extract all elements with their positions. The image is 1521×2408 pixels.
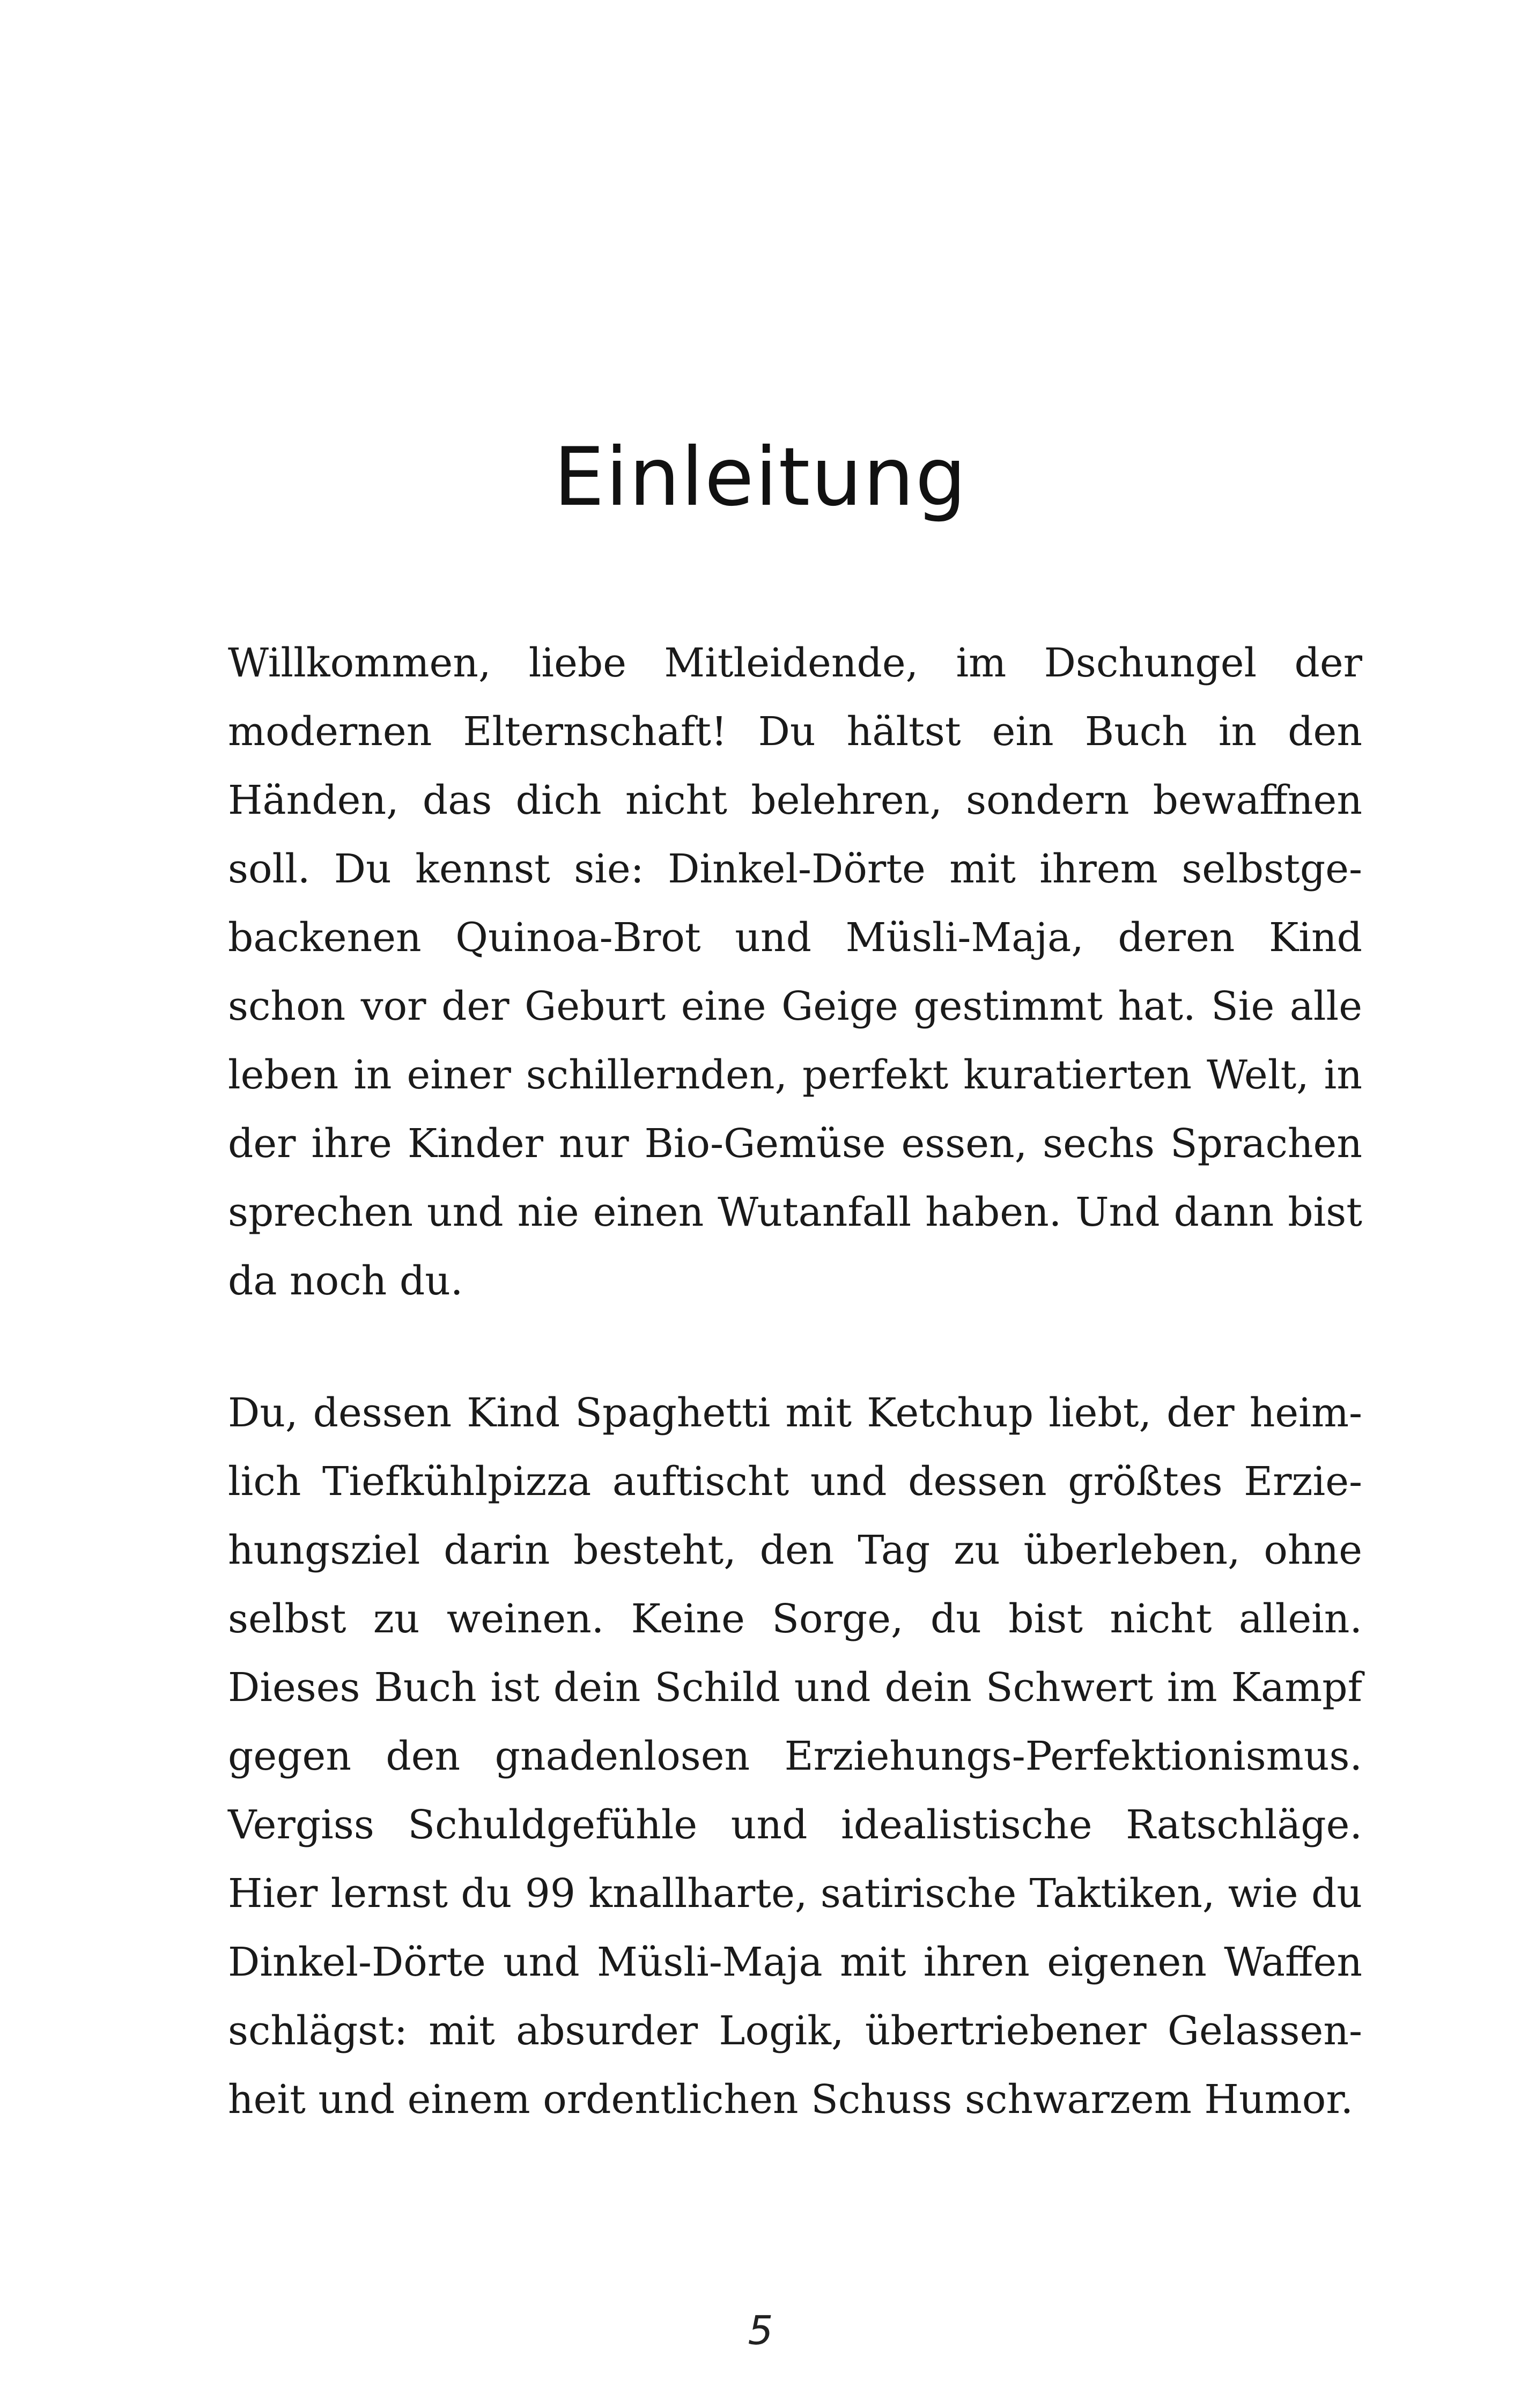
text-line: Hier lernst du 99 knallharte, satirische Taktiken, wie du — [228, 1871, 1362, 1917]
text-line: soll. Du kennst sie: Dinkel-Dörte mit ihrem selbstge- — [228, 846, 1362, 892]
text-line: sprechen und nie einen Wutanfall haben. Und dann bist — [228, 1189, 1362, 1235]
text-line: lich Tiefkühlpizza auftischt und dessen größtes Erzie- — [228, 1459, 1362, 1505]
text-line: modernen Elternschaft! Du hältst ein Buch in den — [228, 709, 1362, 755]
text-line: Vergiss Schuldgefühle und idealistische Ratschläge. — [228, 1802, 1362, 1848]
text-line: Dinkel-Dörte und Müsli-Maja mit ihren eigenen Waffen — [228, 1939, 1362, 1985]
text-line: da noch du. — [228, 1258, 463, 1304]
paragraph-1 — [228, 629, 1362, 1315]
text-line: heit und einem ordentlichen Schuss schwarzem Humor. — [228, 2076, 1354, 2123]
text-line: schlägst: mit absurder Logik, übertriebener Gelassen- — [228, 2008, 1362, 2054]
paragraph-2 — [228, 1379, 1362, 2134]
page-number: 5 — [748, 2308, 773, 2354]
text-line: schon vor der Geburt eine Geige gestimmt hat. Sie alle — [228, 983, 1362, 1029]
text-line: gegen den gnadenlosen Erziehungs-Perfektionismus. — [228, 1733, 1362, 1779]
text-line: backenen Quinoa-Brot und Müsli-Maja, deren Kind — [228, 915, 1362, 961]
text-line: selbst zu weinen. Keine Sorge, du bist nicht allein. — [228, 1596, 1362, 1642]
text-line: Händen, das dich nicht belehren, sondern bewaffnen — [228, 777, 1362, 823]
text-line: hungsziel darin besteht, den Tag zu überleben, ohne — [228, 1527, 1362, 1573]
text-line: leben in einer schillernden, perfekt kuratierten Welt, in — [228, 1052, 1362, 1098]
chapter-title: Einleitung — [553, 431, 968, 524]
text-line: Du, dessen Kind Spaghetti mit Ketchup liebt, der heim- — [228, 1390, 1362, 1436]
text-line: Willkommen, liebe Mitleidende, im Dschungel der — [228, 640, 1362, 686]
text-line: der ihre Kinder nur Bio-Gemüse essen, sechs Sprachen — [228, 1121, 1362, 1167]
text-line: Dieses Buch ist dein Schild und dein Schwert im Kampf — [228, 1665, 1362, 1711]
